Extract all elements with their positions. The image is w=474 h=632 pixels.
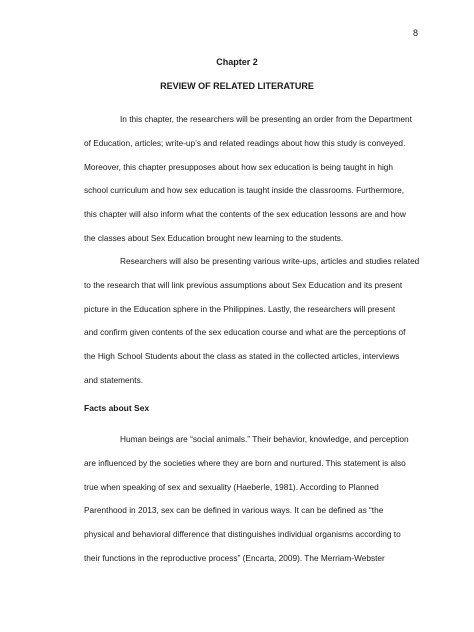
paragraph-intro (84, 108, 412, 251)
paragraph-line: In this chapter, the researchers will be presenting an order from the Department (120, 114, 412, 124)
paragraph-line: Parenthood in 2013, sex can be defined in various ways. It can be defined as “the (84, 505, 384, 516)
paragraph-line: Researchers will also be presenting various write-ups, articles and studies related (120, 256, 420, 266)
paragraph-line: and confirm given contents of the sex education course and what are the perceptions of (84, 327, 406, 338)
paragraph-line: the classes about Sex Education brought new learning to the students. (84, 232, 344, 243)
paragraph-researchers (84, 250, 420, 393)
page-number: 8 (412, 28, 418, 38)
paragraph-line: and statements. (84, 374, 144, 385)
paragraph-line: physical and behavioral difference that distinguishes individual organisms according to (84, 529, 401, 540)
paragraph-line: the High School Students about the class as stated in the collected articles, interviews (84, 351, 400, 362)
paragraph-line: Human beings are “social animals.” Their behavior, knowledge, and perception (120, 434, 409, 444)
section-heading: Facts about Sex (84, 403, 150, 413)
chapter-label: Chapter 2 (216, 57, 258, 67)
paragraph-facts (84, 428, 409, 571)
paragraph-line: to the research that will link previous assumptions about Sex Education and its present (84, 279, 403, 290)
paragraph-line: are influenced by the societies where they are born and nurtured. This statement is also (84, 457, 406, 468)
paragraph-line: this chapter will also inform what the contents of the sex education lessons are and how (84, 209, 406, 220)
paragraph-line: picture in the Education sphere in the Philippines. Lastly, the researchers will present (84, 303, 396, 314)
paragraph-line: school curriculum and how sex education is taught inside the classrooms. Furthermore, (84, 185, 405, 196)
paragraph-line: Moreover, this chapter presupposes about how sex education is being taught in high (84, 161, 394, 172)
paragraph-line: of Education, articles; write-up’s and related readings about how this study is conveyed. (84, 137, 406, 148)
chapter-title: REVIEW OF RELATED LITERATURE (160, 81, 314, 91)
paragraph-line: their functions in the reproductive process” (Encarta, 2009). The Merriam-Webster (84, 552, 385, 563)
paragraph-line: true when speaking of sex and sexuality (Haeberle, 1981). According to Planned (84, 481, 379, 492)
